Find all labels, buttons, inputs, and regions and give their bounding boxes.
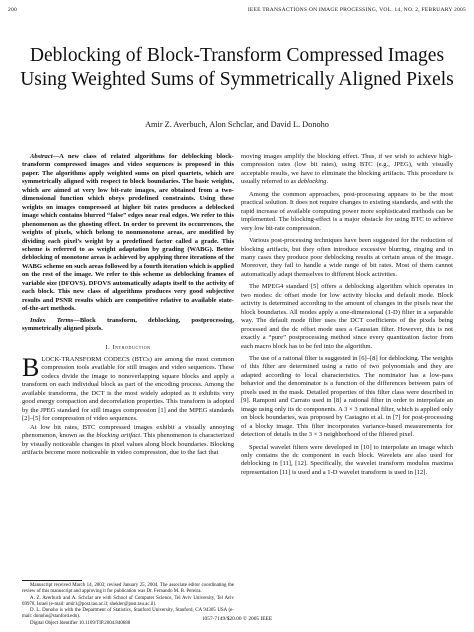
right-paragraph-3: Various post-processing techniques have been suggested for the reduction of blocking artifacts, but they often introduce excessive blurring, ringing and in many cases they produce poor deblocking results at certain areas of the image. Moreover, they fail to handle a wide range of bit rates. Most of them cannot automatically adapt themselves to different block activities. (241, 237, 453, 278)
intro-p2-b: . This phenomenon is characterized by visually noticeable changes in pixel values along block boundaries. Blocking artifacts become more noticeable in video compression, due to the fact that (22, 432, 234, 456)
section-heading-introduction: I. Introduction (105, 343, 151, 351)
left-column (22, 153, 234, 457)
paper-authors: Amir Z. Averbuch, Alon Schclar, and David L. Donoho (145, 120, 329, 129)
right-paragraph-5: The use of a rational filter is suggested in [6]–[8] for deblocking. The weights of this filter are determined using a ratio of two polynomials and they are adapted according to local characteristics. The nominator has a low-pass behavior and the denominator is a function of the differences between pairs of pixels used in the mask. Detailed properties of this filter class were described in [9]. Ramponi and Carrato used in [8] a rational filter in order to interpolate an image using only its dc components. A 3 × 3 rational filter, which is applied only on block boundaries, was proposed by Castagno et al. in [7] for post-processing of a blocky image. This filter incorporates variance-based measurements for detection of details in the 3 × 3 neighborhood of the filtered pixel. (241, 354, 453, 439)
right-paragraph-4: The MPEG4 standard [5] offers a deblocking algorithm which operates in two modes: dc offset mode for low activity blocks and default mode. Block activity is determined according to the amount of changes in the pixels near the block boundaries. All modes apply a one-dimensional (1-D) filter in a separable way. The default mode filter uses the DCT coefficients of the pixels being processed and the dc offset mode uses a Gaussian filter. However, this is not exactly a “pure” postprocessing method since every quantization factor from each macro block has to be fed into the algorithm. (241, 283, 453, 350)
right-paragraph-1 (241, 153, 453, 187)
footnote-affiliation-1: A. Z. Averbuch and A. Schclar are with School of Computer Science, Tel Aviv University, Tel Aviv 69978, Israel (e-mail: amir1@post.tau.ac.il; shekler@post.tau.ac.il). (22, 595, 234, 607)
abstract (22, 153, 234, 314)
right-p1-emphasis: deblocking (297, 178, 327, 186)
intro-p2-a: At low bit rates, BTC compressed images exhibit a visually annoying phenomenon, known as the (22, 423, 234, 440)
running-head (8, 7, 466, 17)
index-terms (22, 317, 234, 334)
intro-p1-text: (BTCs) are among the most common compression tools available for still images and video sequences. These codecs divide the image to nonoverlapping square blocks and apply a transform on each individual block as part of the encoding process. Among the available transforms, the DCT is the most widely adopted as it exhibits very good energy compaction and decorrelation properties. This transform is adopted by the JPEG standard for still images compression [1] and the MPEG standards [2]–[5] for compression of video sequences. (22, 355, 234, 423)
paper-title: Deblocking of Block-Transform Compressed Images Using Weighted Sums of Symmetrically Aligned Pixels (20, 45, 454, 90)
right-p1-b: . (326, 178, 329, 186)
footnote-rule (22, 580, 82, 581)
intro-paragraph-2 (22, 424, 234, 458)
right-p1-a: moving images amplify the blocking effect. Thus, if we wish to achieve high-compression rates (low bit rates), using BTC (e.g., JPEG), with visually acceptable results, we have to eliminate the blocking artifacts. This procedure is usually referred to as (241, 153, 453, 186)
footnote-affiliation-2: D. L. Donoho is with the Department of Statistics, Stanford University, Stanford, CA 94305 USA (e-mail: donoho@stanford.edu). (22, 608, 234, 620)
journal-name: IEEE TRANSACTIONS ON IMAGE PROCESSING, VOL. 14, NO. 2, FEBRUARY 2005 (247, 7, 466, 13)
footnote-doi: Digital Object Identifier 10.1109/TIP.2004.840688 (30, 620, 131, 626)
intro-paragraph-1 (22, 352, 234, 424)
abstract-lead: Abstract (30, 153, 53, 160)
drop-cap: B (22, 352, 40, 382)
right-column (241, 153, 453, 477)
copyright-code: 1057-7149/$20.00 © 2005 IEEE (201, 616, 273, 622)
abstract-text: —A new class of related algorithms for deblocking block-transform compressed images and video sequences is proposed in this paper. The algorithms apply weighted sums on pixel quartets, which are symmetrically aligned with respect to block boundaries. The basic weights, which are aimed at very low bit-rate images, are obtained from a two-dimensional function which obeys predefined constraints. Using these weights on images compressed at higher bit rates produces a deblocked image which contains blurred “false” edges near real edges. We refer to this phenomenon as the ghosting effect. In order to prevent its occurrences, the weights of pixels, which belong to nonmonotone areas, are modified by dividing each pixel’s weight by a predefined factor called a grade. This scheme is referred to as weight adaptation by grading (WABG). Better deblocking of monotone areas is achieved by applying three iterations of the WABG scheme on such areas followed by a fourth iteration which is applied on the rest of the image. We refer to this scheme as deblocking frames of variable size (DFOVS). DFOVS automatically adapts itself to the activity of each block. This new class of algorithms produces very good subjective results and PSNR results which are competitive relative to available state-of-the-art methods. (22, 153, 234, 313)
index-terms-lead: Index Terms (30, 316, 74, 324)
right-paragraph-6: Special wavelet filters were developed in [10] to interpolate an image which only contains the dc component in each block. Wavelets are also used for deblocking in [11], [12]. Specifically, the wavelet transform modulus maxima representation [11] is used and a 1-D wavelet transform is used in [12]. (241, 443, 453, 476)
page-number: 200 (8, 7, 17, 13)
footnote-manuscript: Manuscript received March 14, 2003; revised January 25, 2004. The associate editor coordinating the review of this manuscript and approving it for publication was Dr. Fernando M. B. Pereira. (22, 583, 234, 595)
intro-p2-emphasis: blocking artifact (96, 432, 141, 440)
index-terms-text: —Block transform, deblocking, postprocessing, symmetrically aligned pixels. (22, 316, 234, 333)
right-paragraph-2: Among the common approaches, post-processing appears to be the most practical solution. It does not require changes to existing standards, and with the rapid increase of available computing power more sophisticated methods can be implemented. The blocking-effect is a major obstacle for using BTC to achieve very low bit-rate compression. (241, 190, 453, 232)
intro-caps-lead: LOCK-TRANSFORM CODECS (41, 355, 130, 363)
